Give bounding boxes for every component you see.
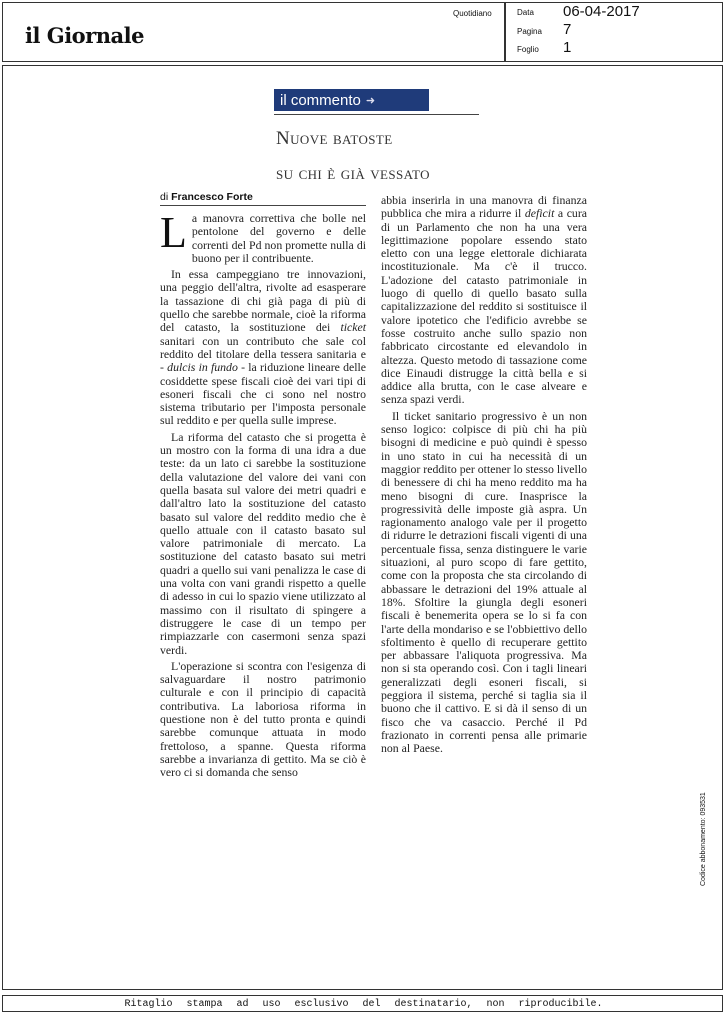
subscription-code bbox=[700, 792, 707, 886]
paragraph-text: a manovra correttiva che bolle nel pentolone del governo e delle correnti del Pd non promette nulla di buono per il contribuente. bbox=[191, 211, 366, 265]
paragraph: La riforma del catasto che si progetta è un mostro con la forma di una idra a due teste: da un lato ci sarebbe la sostituzione della valutazione del valore dei vani con quella basata sul valore dei metri quadri e dall'altro lato la sostituzione del catasto basato sul valore del reddito medio che è quello attuale con il catasto basato sul valore patrimoniale di mercato. La sostituzione del catasto basato sui metri quadri a quello sui vani penalizza le case di una volta con vani grandi rispetto a quelle di adesso in cui lo spazio viene utilizzato al massimo con il risultato di spingere a distruggere le case di un tempo per rimpiazzarle con casermoni senza spazi verdi. bbox=[160, 429, 366, 657]
article-column-left bbox=[160, 208, 367, 780]
date-value: 06-04-2017 bbox=[563, 3, 640, 20]
article-column-right bbox=[381, 194, 587, 755]
drop-cap: L bbox=[160, 208, 187, 257]
italic-term: ticket bbox=[340, 320, 366, 335]
italic-term: deficit bbox=[524, 206, 555, 221]
sheet-value: 1 bbox=[563, 39, 572, 56]
paragraph-text: abbia inserirla in una manovra di finanza pubblica che mira a ridurre il bbox=[381, 193, 587, 221]
sheet-label: Foglio bbox=[517, 45, 539, 54]
banner-divider bbox=[274, 114, 479, 115]
italic-term: dulcis in fundo bbox=[167, 360, 238, 375]
paragraph-text: - la riduzione lineare delle cosiddette spese fiscali cioè dei vari tipi di esoneri fiscali che ci sono nel nostro sistema tributario per l'imposta personale sul reddito e per quella sulle imprese. bbox=[160, 360, 367, 428]
byline-prefix: di bbox=[160, 191, 169, 203]
paragraph bbox=[381, 194, 587, 407]
rubric-label: il commento bbox=[280, 91, 361, 109]
publication-type: Quotidiano bbox=[453, 9, 492, 18]
headline-line-1: Nuove batoste bbox=[276, 128, 393, 149]
masthead-box bbox=[2, 2, 505, 62]
arrow-right-icon: ➜ bbox=[365, 94, 376, 107]
byline bbox=[160, 191, 253, 203]
paragraph: Il ticket sanitario progressivo è un non senso logico: colpisce di più chi ha più bisogni di medicine e può quindi è spesso in uno stato in cui ha necessità di un maggior reddito per ottener lo stesso livello di benessere di chi ha meno reddito ma ha meno bisogni di cure. Inasprisce la progressività delle imposte già aspra. Un ragionamento analogo vale per il progetto di ridurre le detrazioni fiscali vigenti di una percentuale fissa, senza distinguere le varie situazioni, al puro scopo di fare gettito, come con la proposta che sta circolando di abbassare le detrazioni del 19% attuale al 18%. Sfoltire la giungla degli esoneri fiscali è benemerita opera se lo si fa con l'arte della mondariso e se l'obbiettivo dello sfoltimento è quello di recuperare gettito per abbassare l'aliquota progressiva. Ma non si sta operando così. Con i tagli lineari generalizzati degli esoneri fiscali, si peggiora il sistema, perché si taglia sia il buono che il cattivo. E si dà il senso di un fisco che va casaccio. Perché il Pd frazionato in correnti pensa alle primarie non al Paese. bbox=[381, 408, 587, 756]
paragraph-text: sanitari con un contributo che sale col reddito del titolare della tessera sanitaria e - bbox=[160, 333, 366, 375]
newspaper-logo: il Giornale bbox=[25, 23, 144, 48]
rubric-banner bbox=[274, 89, 429, 111]
subscription-code-label: Codice abbonamento: bbox=[700, 817, 707, 886]
paragraph: L'operazione si scontra con l'esigenza di salvaguardare il nostro patrimonio culturale e con il principio di capacità contributiva. La laboriosa riforma in questione non è del tutto pronta e quindi sarebbe comunque attuata in modo frettoloso, a spanne. Questa riforma sarebbe a invarianza di gettito. Ma se ciò è vero ci si domanda che senso bbox=[160, 658, 366, 780]
headline-line-2: su chi è già vessato bbox=[276, 163, 430, 184]
reproduction-notice: Ritaglio stampa ad uso esclusivo del destinatario, non riproducibile. bbox=[124, 999, 603, 1010]
author-name: Francesco Forte bbox=[171, 191, 253, 203]
paragraph-text: In essa campeggiano tre innovazioni, una peggio dell'altra, rivolte ad esasperare la tassazione di chi già paga di più di quello che sarebbe normale, cioè la riforma del catasto, la sostituzione dei bbox=[160, 267, 366, 335]
page-label: Pagina bbox=[517, 27, 542, 36]
paragraph bbox=[160, 268, 366, 428]
paragraph-text: a cura di un Parlamento che non ha una vera legittimazione popolare essendo stato eletto con una legge elettorale dichiarata incostituzionale. Ma c'è il trucco. L'adozione del catasto patrimoniale in luogo di quello di quello basato sulla capitalizzazione del reddito si sostituisce il valore ipotetico che l'edificio avrebbe se fosse costruito anche sullo spazio non fabbricato circostante ed elevandolo in altezza. Questo metodo di tassazione come dice Einaudi distrugge la città bella e si addice alla brutta, con le case alveare e senza spazi verdi. bbox=[381, 206, 587, 407]
page-value: 7 bbox=[563, 21, 572, 38]
date-label: Data bbox=[517, 8, 534, 17]
paragraph bbox=[160, 208, 366, 265]
byline-divider bbox=[160, 205, 366, 206]
subscription-code-value: 093531 bbox=[700, 792, 707, 816]
footer-box bbox=[2, 995, 723, 1012]
